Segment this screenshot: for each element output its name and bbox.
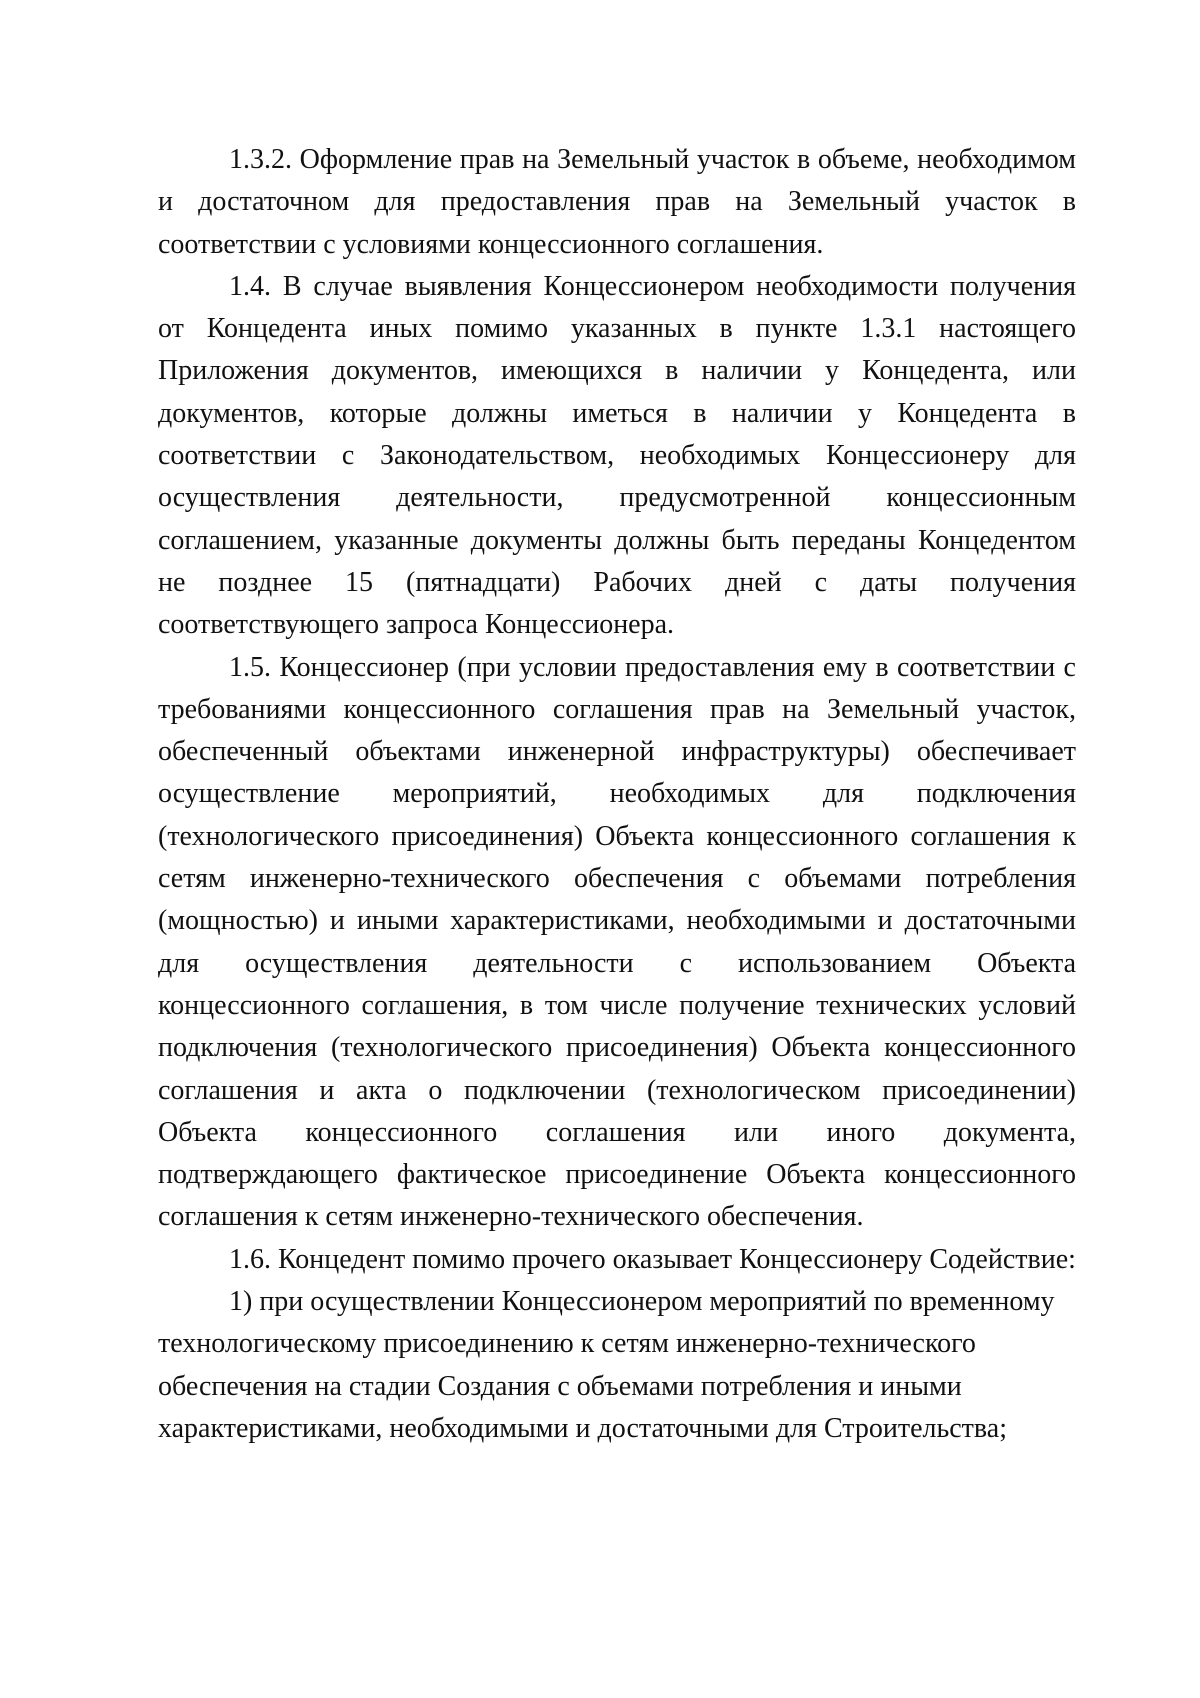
paragraph-1-4: 1.4. В случае выявления Концессионером необходимости получения от Концедента иных помимо указанных в пункте 1.3.1 настоящего Приложения документов, имеющихся в наличии у Концедента, или документов, которые должны иметься в наличии у Концедента в соответствии с Законодательством, необходимых Концессионеру для осуществления деятельности, предусмотренной концессионным соглашением, указанные документы должны быть переданы Концедентом не позднее 15 (пятнадцати) Рабочих дней с даты получения соответствующего запроса Концессионера.: [158, 270, 1076, 641]
document-body: [158, 139, 1076, 1450]
paragraph-1-6-item-1: 1) при осуществлении Концессионером мероприятий по временному технологическому присоединению к сетям инженерно-технического обеспечения на стадии Создания с объемами потребления и иными характеристиками, необходимыми и достаточными для Строительства;: [158, 1286, 1055, 1444]
paragraph-1-6: 1.6. Концедент помимо прочего оказывает Концессионеру Содействие:: [229, 1243, 1076, 1275]
paragraph-1-3-2: 1.3.2. Оформление прав на Земельный участок в объеме, необходимом и достаточном для предоставления прав на Земельный участок в соответствии с условиями концессионного соглашения.: [158, 144, 1076, 260]
paragraph-1-5: 1.5. Концессионер (при условии предоставления ему в соответствии с требованиями концессионного соглашения прав на Земельный участок, обеспеченный объектами инженерной инфраструктуры) обеспечивает осуществление мероприятий, необходимых для подключения (технологического присоединения) Объекта концессионного соглашения к сетям инженерно-технического обеспечения с объемами потребления (мощностью) и иными характеристиками, необходимыми и достаточными для осуществления деятельности с использованием Объекта концессионного соглашения, в том числе получение технических условий подключения (технологического присоединения) Объекта концессионного соглашения и акта о подключении (технологическом присоединении) Объекта концессионного соглашения или иного документа, подтверждающего фактическое присоединение Объекта концессионного соглашения к сетям инженерно-технического обеспечения.: [158, 651, 1076, 1233]
